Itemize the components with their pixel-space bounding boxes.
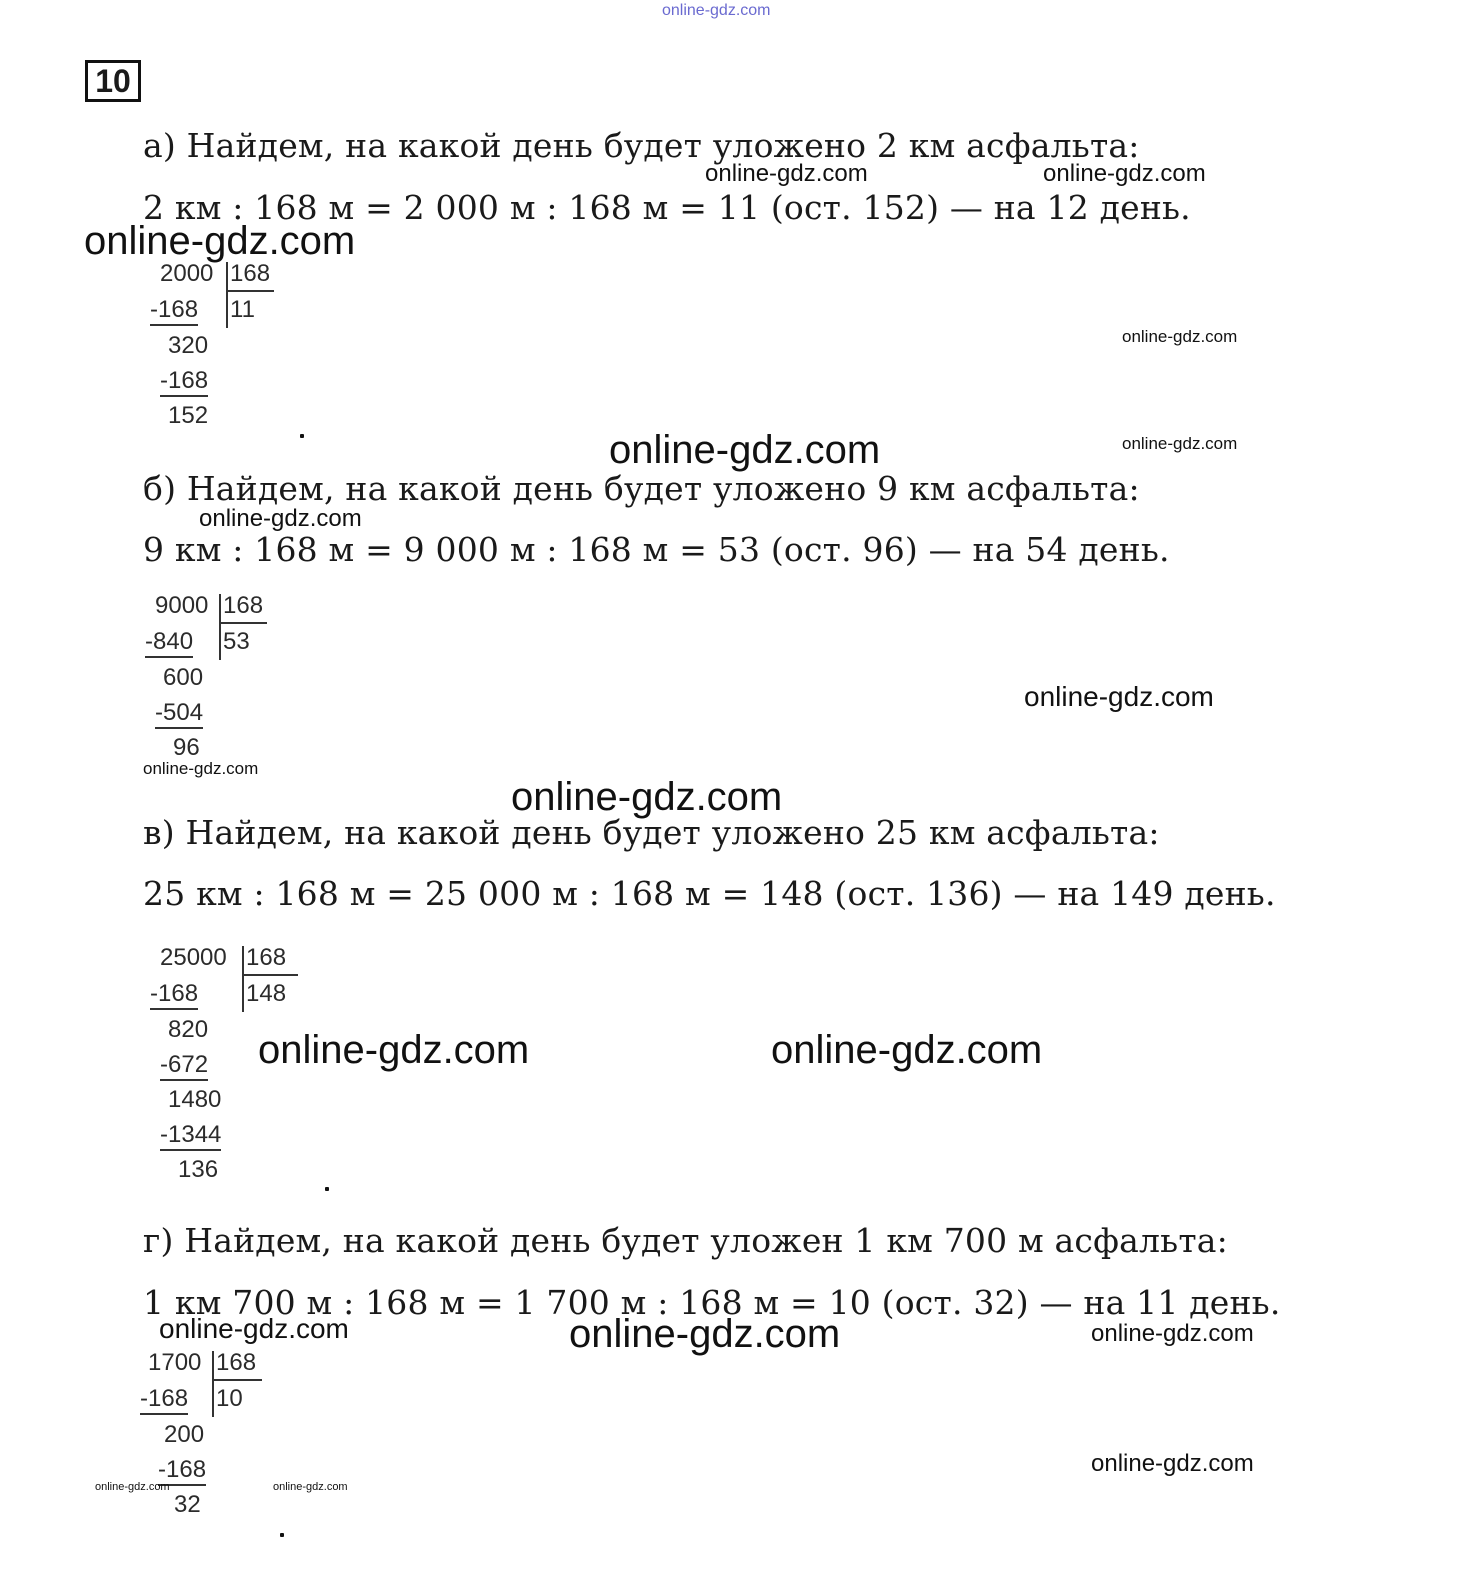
watermark: online-gdz.com [511, 775, 783, 819]
divisor: 168 [216, 1349, 257, 1376]
watermark: online-gdz.com [1122, 327, 1238, 346]
watermark: online-gdz.com [84, 219, 356, 263]
step: 1480 [168, 1086, 222, 1113]
remainder: 152 [168, 402, 209, 429]
part-b-equation: 9 км : 168 м = 9 000 м : 168 м = 53 (ост. 96) — на 54 день. [143, 530, 1170, 569]
divisor: 168 [223, 592, 264, 619]
step: 320 [168, 332, 209, 359]
watermark: online-gdz.com [771, 1028, 1043, 1072]
part-a-equation: 2 км : 168 м = 2 000 м : 168 м = 11 (ост. 152) — на 12 день. [143, 188, 1191, 227]
watermark: online-gdz.com [1024, 681, 1214, 712]
watermark: online-gdz.com [273, 1481, 348, 1493]
divisor: 168 [246, 944, 287, 971]
dividend: 9000 [155, 592, 209, 619]
step: -168 [140, 1385, 188, 1415]
step: 600 [163, 664, 204, 691]
quotient: 53 [223, 628, 250, 655]
dividend: 2000 [160, 260, 214, 287]
step: -168 [158, 1456, 206, 1486]
quotient: 11 [230, 296, 255, 323]
part-v-equation: 25 км : 168 м = 25 000 м : 168 м = 148 (ост. 136) — на 149 день. [143, 874, 1276, 913]
watermark: online-gdz.com [1091, 1450, 1254, 1477]
divisor: 168 [230, 260, 271, 287]
part-g-equation: 1 км 700 м : 168 м = 1 700 м : 168 м = 10 (ост. 32) — на 11 день. [143, 1283, 1281, 1322]
header-watermark: online-gdz.com [662, 2, 771, 19]
dot [300, 434, 304, 438]
remainder: 136 [178, 1156, 219, 1183]
step: 200 [164, 1421, 205, 1448]
dividend: 25000 [160, 944, 227, 971]
watermark: online-gdz.com [1091, 1320, 1254, 1347]
watermark: online-gdz.com [609, 428, 881, 472]
step: -672 [160, 1051, 208, 1081]
task-number: 10 [85, 60, 141, 102]
part-b-heading: б) Найдем, на какой день будет уложено 9 км асфальта: [143, 469, 1140, 508]
step: -168 [150, 296, 198, 326]
step: 820 [168, 1016, 209, 1043]
quotient: 10 [216, 1385, 243, 1412]
quotient: 148 [246, 980, 287, 1007]
part-a-heading: а) Найдем, на какой день будет уложено 2 км асфальта: [143, 126, 1140, 165]
dividend: 1700 [148, 1349, 202, 1376]
step: -504 [155, 699, 203, 729]
step: -168 [150, 980, 198, 1010]
dot [325, 1187, 329, 1191]
watermark: online-gdz.com [705, 160, 868, 187]
step: -168 [160, 367, 208, 397]
watermark: online-gdz.com [95, 1481, 170, 1493]
remainder: 32 [174, 1491, 201, 1518]
watermark: online-gdz.com [569, 1312, 841, 1356]
part-v-heading: в) Найдем, на какой день будет уложено 25 км асфальта: [143, 813, 1160, 852]
watermark: online-gdz.com [199, 505, 362, 532]
step: -1344 [160, 1121, 221, 1151]
watermark: online-gdz.com [1122, 434, 1238, 453]
watermark: online-gdz.com [143, 759, 259, 778]
step: -840 [145, 628, 193, 658]
remainder: 96 [173, 734, 200, 761]
part-g-heading: г) Найдем, на какой день будет уложен 1 км 700 м асфальта: [143, 1221, 1228, 1260]
watermark: online-gdz.com [258, 1028, 530, 1072]
watermark: online-gdz.com [159, 1313, 349, 1344]
dot [280, 1533, 284, 1537]
watermark: online-gdz.com [1043, 160, 1206, 187]
